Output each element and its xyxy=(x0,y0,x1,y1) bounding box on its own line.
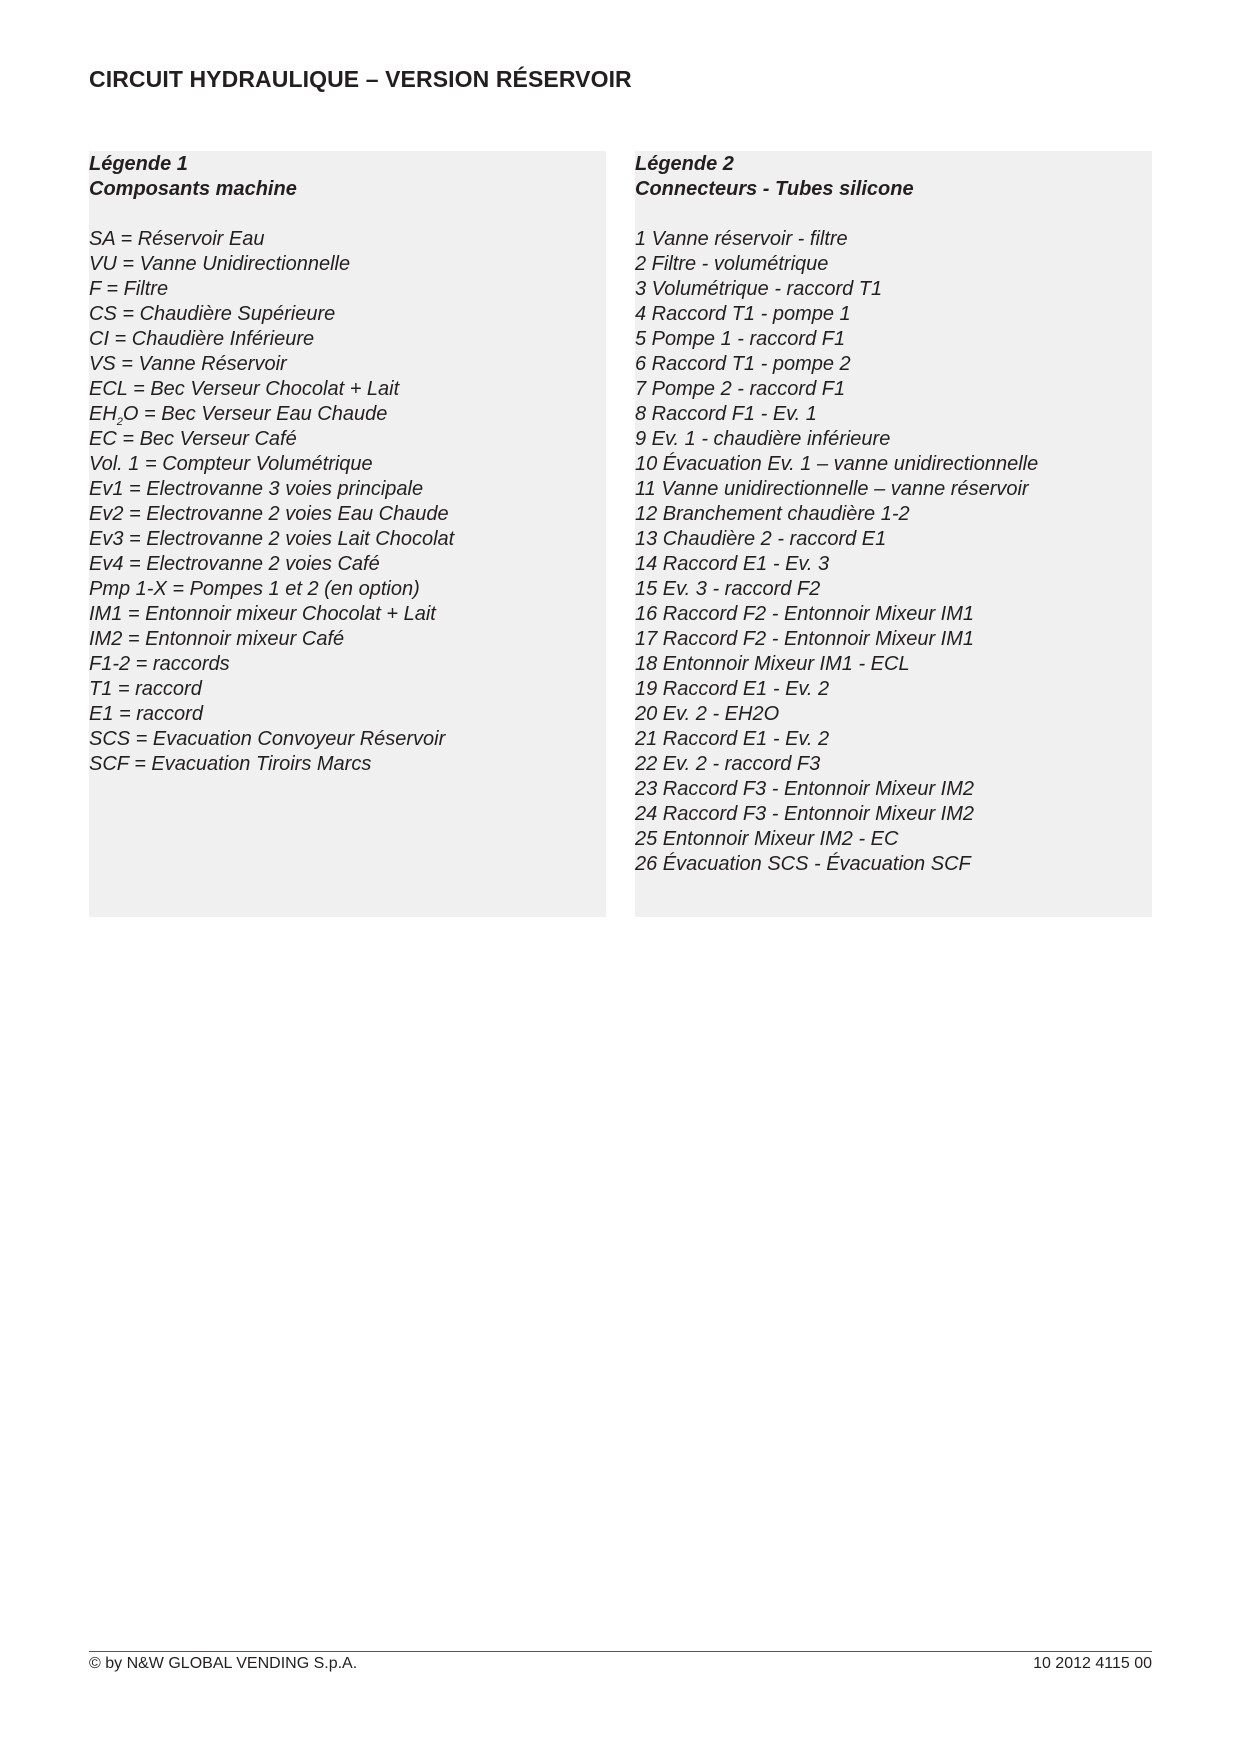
legend-1-heading-number: Légende 1 xyxy=(89,153,188,175)
legend-2-item: 11 Vanne unidirectionnelle – vanne réservoir xyxy=(635,478,1029,500)
legend-2-item: 1 Vanne réservoir - filtre xyxy=(635,228,848,250)
legend-2-list xyxy=(635,227,1152,877)
legend-1-item: Ev1 = Electrovanne 3 voies principale xyxy=(89,478,424,500)
legend-1-item: F = Filtre xyxy=(89,278,169,300)
legend-1-item: Ev2 = Electrovanne 2 voies Eau Chaude xyxy=(89,503,449,525)
legend-2-item: 14 Raccord E1 - Ev. 3 xyxy=(635,553,830,575)
legend-2-item: 9 Ev. 1 - chaudière inférieure xyxy=(635,428,891,450)
legend-2-item: 13 Chaudière 2 - raccord E1 xyxy=(635,528,887,550)
legend-2-item: 8 Raccord F1 - Ev. 1 xyxy=(635,403,817,425)
legend-2-item: 10 Évacuation Ev. 1 – vanne unidirectionnelle xyxy=(635,453,1039,475)
legend-1-list xyxy=(89,227,606,777)
legend-1-item: $EH_2O$ = Bec Verseur Eau Chaude xyxy=(89,403,388,428)
legend-2-item: 18 Entonnoir Mixeur IM1 - ECL xyxy=(635,653,910,675)
legend-2-item: 17 Raccord F2 - Entonnoir Mixeur IM1 xyxy=(635,628,975,650)
legend-2-item: 7 Pompe 2 - raccord F1 xyxy=(635,378,846,400)
legend-2-heading-subtitle: Connecteurs - Tubes silicone xyxy=(635,178,914,200)
legend-1-heading-subtitle: Composants machine xyxy=(89,178,297,200)
legend-1-item: CI = Chaudière Inférieure xyxy=(89,328,315,350)
footer-divider xyxy=(89,1651,1152,1652)
legend-2-item: 24 Raccord F3 - Entonnoir Mixeur IM2 xyxy=(635,803,975,825)
legend-1-item: VS = Vanne Réservoir xyxy=(89,353,287,375)
legend-2-item: 25 Entonnoir Mixeur IM2 - EC xyxy=(635,828,899,850)
footer-copyright: © by N&W GLOBAL VENDING S.p.A. xyxy=(89,1655,358,1672)
footer-document-number: 10 2012 4115 00 xyxy=(1033,1655,1152,1672)
legend-2-item: 19 Raccord E1 - Ev. 2 xyxy=(635,678,830,700)
legend-1-item: IM2 = Entonnoir mixeur Café xyxy=(89,628,345,650)
legend-1-item: ECL = Bec Verseur Chocolat + Lait xyxy=(89,378,400,400)
legend-2-item: 6 Raccord T1 - pompe 2 xyxy=(635,353,851,375)
legend-1-item: EC = Bec Verseur Café xyxy=(89,428,297,450)
legend-2-item: 3 Volumétrique - raccord T1 xyxy=(635,278,883,300)
legend-2-item: 2 Filtre - volumétrique xyxy=(635,253,829,275)
legend-2-item: 4 Raccord T1 - pompe 1 xyxy=(635,303,851,325)
legend-1-item: IM1 = Entonnoir mixeur Chocolat + Lait xyxy=(89,603,436,625)
legend-2-item: 15 Ev. 3 - raccord F2 xyxy=(635,578,821,600)
legend-1-item: F1-2 = raccords xyxy=(89,653,230,675)
legend-1-item: SCS = Evacuation Convoyeur Réservoir xyxy=(89,728,446,750)
legend-1-item: CS = Chaudière Supérieure xyxy=(89,303,336,325)
legend-1-heading xyxy=(89,152,606,202)
legend-2-item: 12 Branchement chaudière 1-2 xyxy=(635,503,910,525)
page-title: CIRCUIT HYDRAULIQUE – VERSION RÉSERVOIR xyxy=(89,66,632,92)
legend-2-item: 26 Évacuation SCS - Évacuation SCF xyxy=(635,853,971,875)
legend-1-item: VU = Vanne Unidirectionnelle xyxy=(89,253,351,275)
legend-1-item: E1 = raccord xyxy=(89,703,203,725)
legend-1-item: Vol. 1 = Compteur Volumétrique xyxy=(89,453,373,475)
legend-1-item: Pmp 1-X = Pompes 1 et 2 (en option) xyxy=(89,578,420,600)
legend-2-item: 22 Ev. 2 - raccord F3 xyxy=(635,753,821,775)
legend-2-item: 5 Pompe 1 - raccord F1 xyxy=(635,328,846,350)
legend-1-item: SA = Réservoir Eau xyxy=(89,228,265,250)
legend-2-panel xyxy=(635,151,1152,917)
legend-2-item: 20 Ev. 2 - EH2O xyxy=(635,703,780,725)
legend-2-item: 23 Raccord F3 - Entonnoir Mixeur IM2 xyxy=(635,778,975,800)
legend-1-item: SCF = Evacuation Tiroirs Marcs xyxy=(89,753,372,775)
legend-2-item: 21 Raccord E1 - Ev. 2 xyxy=(635,728,830,750)
legend-1-item: Ev3 = Electrovanne 2 voies Lait Chocolat xyxy=(89,528,455,550)
legend-2-heading-number: Légende 2 xyxy=(635,153,734,175)
legend-1-item: Ev4 = Electrovanne 2 voies Café xyxy=(89,553,380,575)
legend-1-panel xyxy=(89,151,606,917)
legend-2-heading xyxy=(635,152,1152,202)
legend-2-item: 16 Raccord F2 - Entonnoir Mixeur IM1 xyxy=(635,603,975,625)
legend-1-item: T1 = raccord xyxy=(89,678,202,700)
